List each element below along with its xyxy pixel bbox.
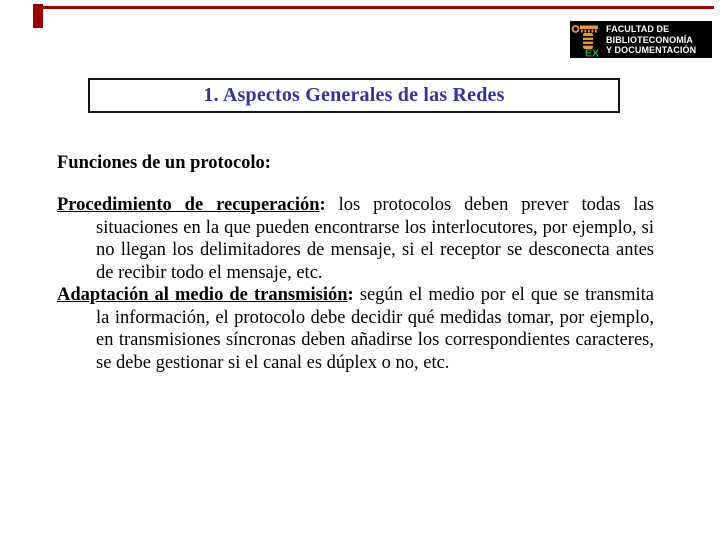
faculty-logo: [570, 21, 712, 58]
paragraph-text: según el medio por el que se transmita la información, el protocolo debe decidir qué medidas tomar, por ejemplo, en transmisiones síncronas deben añadirse los correspondientes caracteres, se debe gestionar si el canal es dúplex o no, etc.: [96, 285, 654, 373]
paragraph-separator: :: [347, 285, 360, 305]
slide-title-box: [88, 78, 620, 113]
svg-text:EX: EX: [585, 47, 600, 58]
paragraph-text: los protocolos deben prever todas las situaciones en la que pueden encontrarse los interlocutores, por ejemplo, si no llegan los delimitadores de mensaje, si el receptor se desconecta antes de recibir todo el mensaje, etc.: [96, 195, 654, 283]
paragraph-procedimiento: [57, 194, 654, 284]
paragraph-separator: :: [319, 195, 339, 215]
faculty-logo-line1: FACULTAD DE: [606, 24, 670, 34]
paragraph-lead: Adaptación al medio de transmisión: [57, 285, 348, 305]
faculty-logo-text: [602, 21, 712, 58]
slide-title: 1. Aspectos Generales de las Redes: [203, 84, 505, 106]
paragraph-lead: Procedimiento de recuperación: [57, 195, 320, 215]
slide-body: [57, 194, 654, 374]
paragraph-adaptacion: [57, 284, 654, 374]
section-heading: Funciones de un protocolo:: [57, 153, 271, 173]
uex-emblem-icon: [570, 21, 602, 58]
top-accent-line: [33, 6, 714, 9]
faculty-logo-line3: Y DOCUMENTACIÓN: [606, 45, 697, 55]
top-left-accent-bar: [33, 4, 43, 28]
faculty-logo-line2: BIBLIOTECONOMÍA: [606, 34, 693, 45]
